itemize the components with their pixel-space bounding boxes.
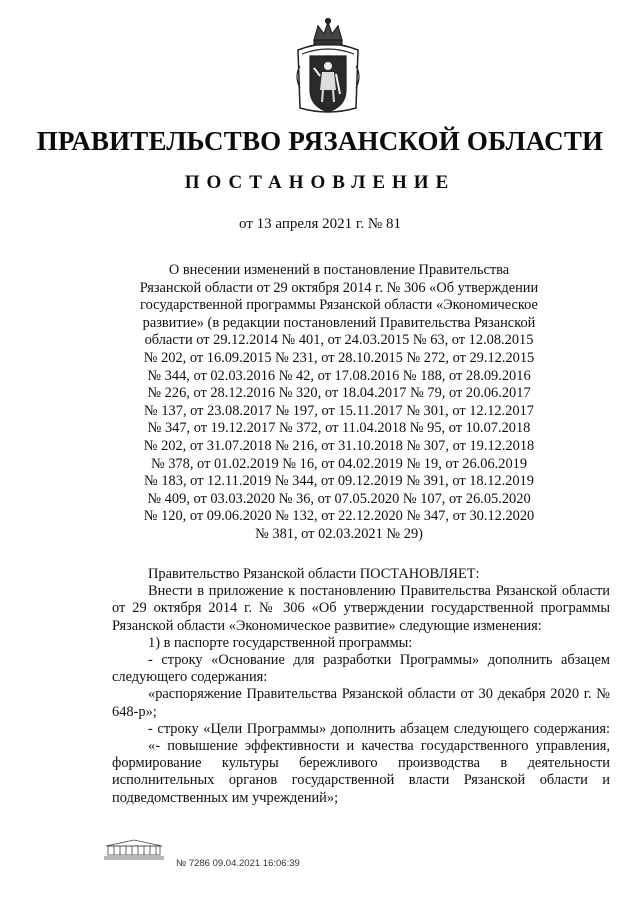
bullet-2-paragraph: - строку «Цели Программы» дополнить абзацем следующего содержания: xyxy=(148,720,610,737)
subject-line: области от 29.12.2014 № 401, от 24.03.2015 № 63, от 12.08.2015 xyxy=(144,332,534,349)
subject-line: Рязанской области от 29 октября 2014 г. № 306 «Об утверждении xyxy=(139,279,539,296)
building-stamp-icon xyxy=(102,838,166,862)
subject-line: № 378, от 01.02.2019 № 16, от 04.02.2019 № 19, от 26.06.2019 xyxy=(150,455,528,472)
subject-line: № 183, от 12.11.2019 № 344, от 09.12.2019 № 391, от 18.12.2019 xyxy=(144,473,534,490)
subject-line: № 347, от 19.12.2017 № 372, от 11.04.2018 № 95, от 10.07.2018 xyxy=(147,420,531,437)
subject-line: № 226, от 28.12.2016 № 320, от 18.04.2017 № 79, от 20.06.2017 xyxy=(147,385,531,402)
bullet-1-paragraph: - строку «Основание для разработки Программы» дополнить абзацем следующего содержания: xyxy=(112,652,610,686)
document-type-heading: ПОСТАНОВЛЕНИЕ xyxy=(184,172,456,193)
subject-line: О внесении изменений в постановление Правительства xyxy=(168,262,510,278)
subject-line: № 381, от 02.03.2021 № 29) xyxy=(255,525,423,542)
coat-of-arms-emblem xyxy=(292,16,364,120)
subject-line: № 202, от 31.07.2018 № 216, от 31.10.2018 № 307, от 19.12.2018 xyxy=(143,437,535,454)
item-1-paragraph: 1) в паспорте государственной программы: xyxy=(148,634,413,651)
subject-line: развитие» (в редакции постановлений Правительства Рязанской xyxy=(142,314,536,331)
subject-line: № 137, от 23.08.2017 № 197, от 15.11.2017 № 301, от 12.12.2017 xyxy=(144,402,534,419)
subject-line: государственной программы Рязанской области «Экономическое xyxy=(140,297,538,314)
quote-2-paragraph: «- повышение эффективности и качества государственного управления, формирование культуры бережливого производства в деятельности исполнительных органов государственной власти Рязанской области и подведомственных им учреждений»; xyxy=(112,738,610,806)
decree-paragraph: Правительство Рязанской области ПОСТАНОВЛЯЕТ: xyxy=(148,566,480,582)
document-subject xyxy=(128,262,550,544)
intro-paragraph: Внести в приложение к постановлению Правительства Рязанской области от 29 октября 2014 г. № 306 «Об утверждении государственной программы Рязанской области «Экономическое развитие» следующие изменения: xyxy=(112,583,610,634)
document-body xyxy=(112,566,610,807)
subject-line: № 409, от 03.03.2020 № 36, от 07.05.2020 № 107, от 26.05.2020 xyxy=(147,490,531,507)
subject-line: № 120, от 09.06.2020 № 132, от 22.12.2020 № 347, от 30.12.2020 xyxy=(143,508,535,525)
government-title: ПРАВИТЕЛЬСТВО РЯЗАНСКОЙ ОБЛАСТИ xyxy=(36,126,604,156)
registration-mark: № 7286 09.04.2021 16:06:39 xyxy=(176,858,300,869)
document-date-number: от 13 апреля 2021 г. № 81 xyxy=(239,216,401,232)
quote-1-paragraph: «распоряжение Правительства Рязанской области от 30 декабря 2020 г. № 648-р»; xyxy=(112,686,610,720)
subject-line: № 202, от 16.09.2015 № 231, от 28.10.2015 № 272, от 29.12.2015 xyxy=(143,349,535,366)
subject-line: № 344, от 02.03.2016 № 42, от 17.08.2016 № 188, от 28.09.2016 xyxy=(147,367,531,384)
